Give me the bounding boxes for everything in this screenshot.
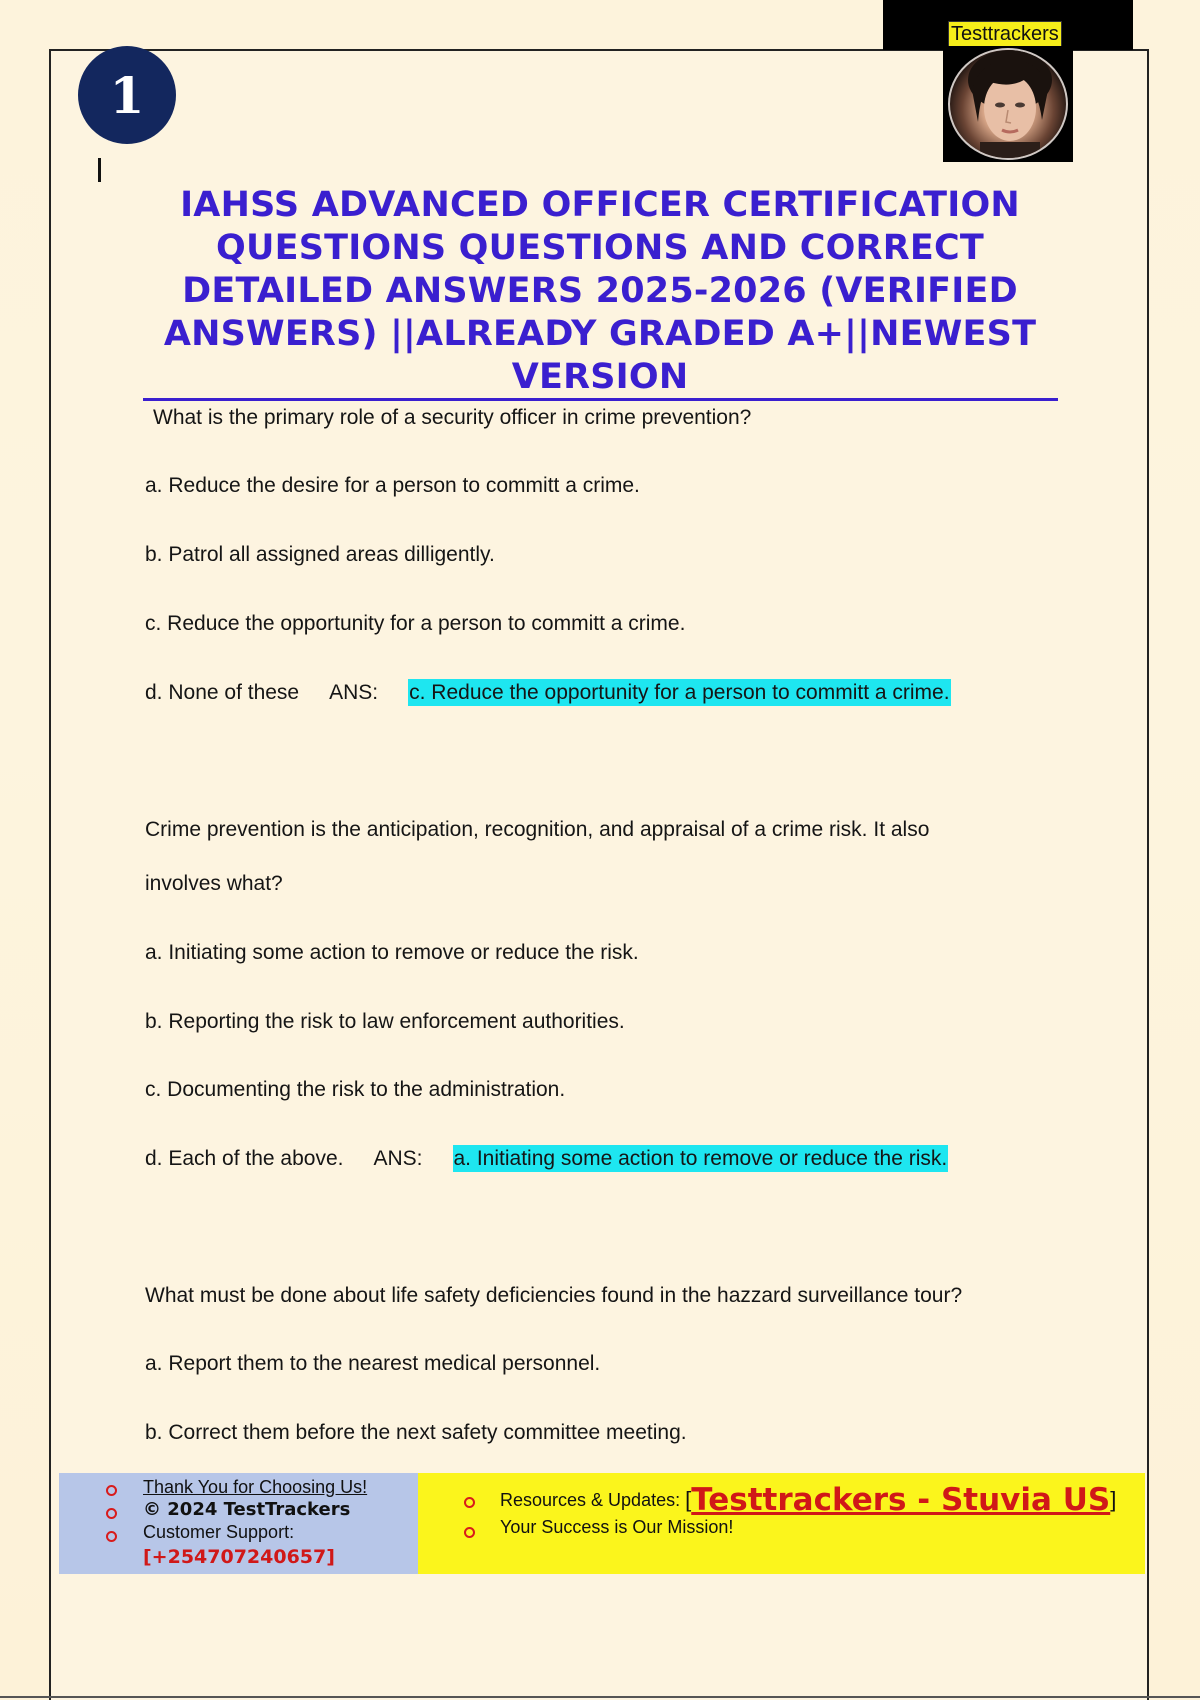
question-2-option-d-row [145,1147,948,1171]
footer-thank-you: Thank You for Choosing Us! [143,1477,368,1497]
bullet-icon [464,1497,475,1508]
text-cursor [98,158,101,182]
title-divider [143,398,1058,401]
footer-resources-row [500,1483,1116,1517]
footer-resources-label: Resources & Updates: [500,1490,681,1510]
question-1-option-d: d. None of these [145,681,300,704]
bullet-icon [106,1531,117,1542]
avatar [948,48,1068,160]
footer-mission: Your Success is Our Mission! [500,1517,734,1537]
bullet-icon [106,1508,117,1519]
bullet-icon [106,1485,117,1496]
avatar-portrait-icon [950,50,1068,160]
footer-link-close-bracket: ] [1110,1487,1117,1512]
question-3-prompt: What must be done about life safety deficiencies found in the hazzard surveillance tour? [145,1284,963,1307]
footer-link-open-bracket: [ [685,1487,692,1512]
question-1-option-d-row [145,681,951,705]
page-number-badge: 1 [78,46,176,144]
document-title: IAHSS ADVANCED OFFICER CERTIFICATION QUESTIONS QUESTIONS AND CORRECT DETAILED ANSWERS 2025-2026 (VERIFIED ANSWERS) ||ALREADY GRADED A+||NEWEST VERSION [163,185,1037,397]
footer-copyright: © 2024 TestTrackers [143,1499,351,1520]
question-1-prompt: What is the primary role of a security officer in crime prevention? [153,406,752,429]
footer-resources-panel [418,1473,1145,1574]
question-1-option-b: b. Patrol all assigned areas dilligently. [145,543,495,566]
question-2-prompt-line-1: Crime prevention is the anticipation, recognition, and appraisal of a crime risk. It also [145,818,930,841]
question-1-option-c: c. Reduce the opportunity for a person to committ a crime. [145,612,686,635]
question-2-prompt-line-2: involves what? [145,872,283,895]
question-2-answer: a. Initiating some action to remove or reduce the risk. [453,1147,948,1170]
footer-contact-panel [59,1473,418,1574]
question-1-option-a: a. Reduce the desire for a person to committ a crime. [145,474,640,497]
page-bottom-divider [0,1696,1200,1698]
question-2-option-c: c. Documenting the risk to the administration. [145,1078,566,1101]
footer-support-phone[interactable]: [+254707240657] [143,1546,335,1568]
question-3-option-b: b. Correct them before the next safety committee meeting. [145,1421,687,1444]
question-2-option-a: a. Initiating some action to remove or reduce the risk. [145,941,639,964]
question-1-answer-label: ANS: [329,681,379,704]
question-2-answer-label: ANS: [373,1147,423,1170]
brand-label: Testtrackers [948,21,1062,47]
question-2-option-b: b. Reporting the risk to law enforcement authorities. [145,1010,625,1033]
footer-stuvia-link[interactable]: Testtrackers - Stuvia US [691,1482,1111,1518]
question-1-answer: c. Reduce the opportunity for a person to committ a crime. [409,681,950,704]
question-3-option-a: a. Report them to the nearest medical personnel. [145,1352,601,1375]
footer-support-label: Customer Support: [143,1522,295,1542]
bullet-icon [464,1527,475,1538]
question-2-option-d: d. Each of the above. [145,1147,344,1170]
